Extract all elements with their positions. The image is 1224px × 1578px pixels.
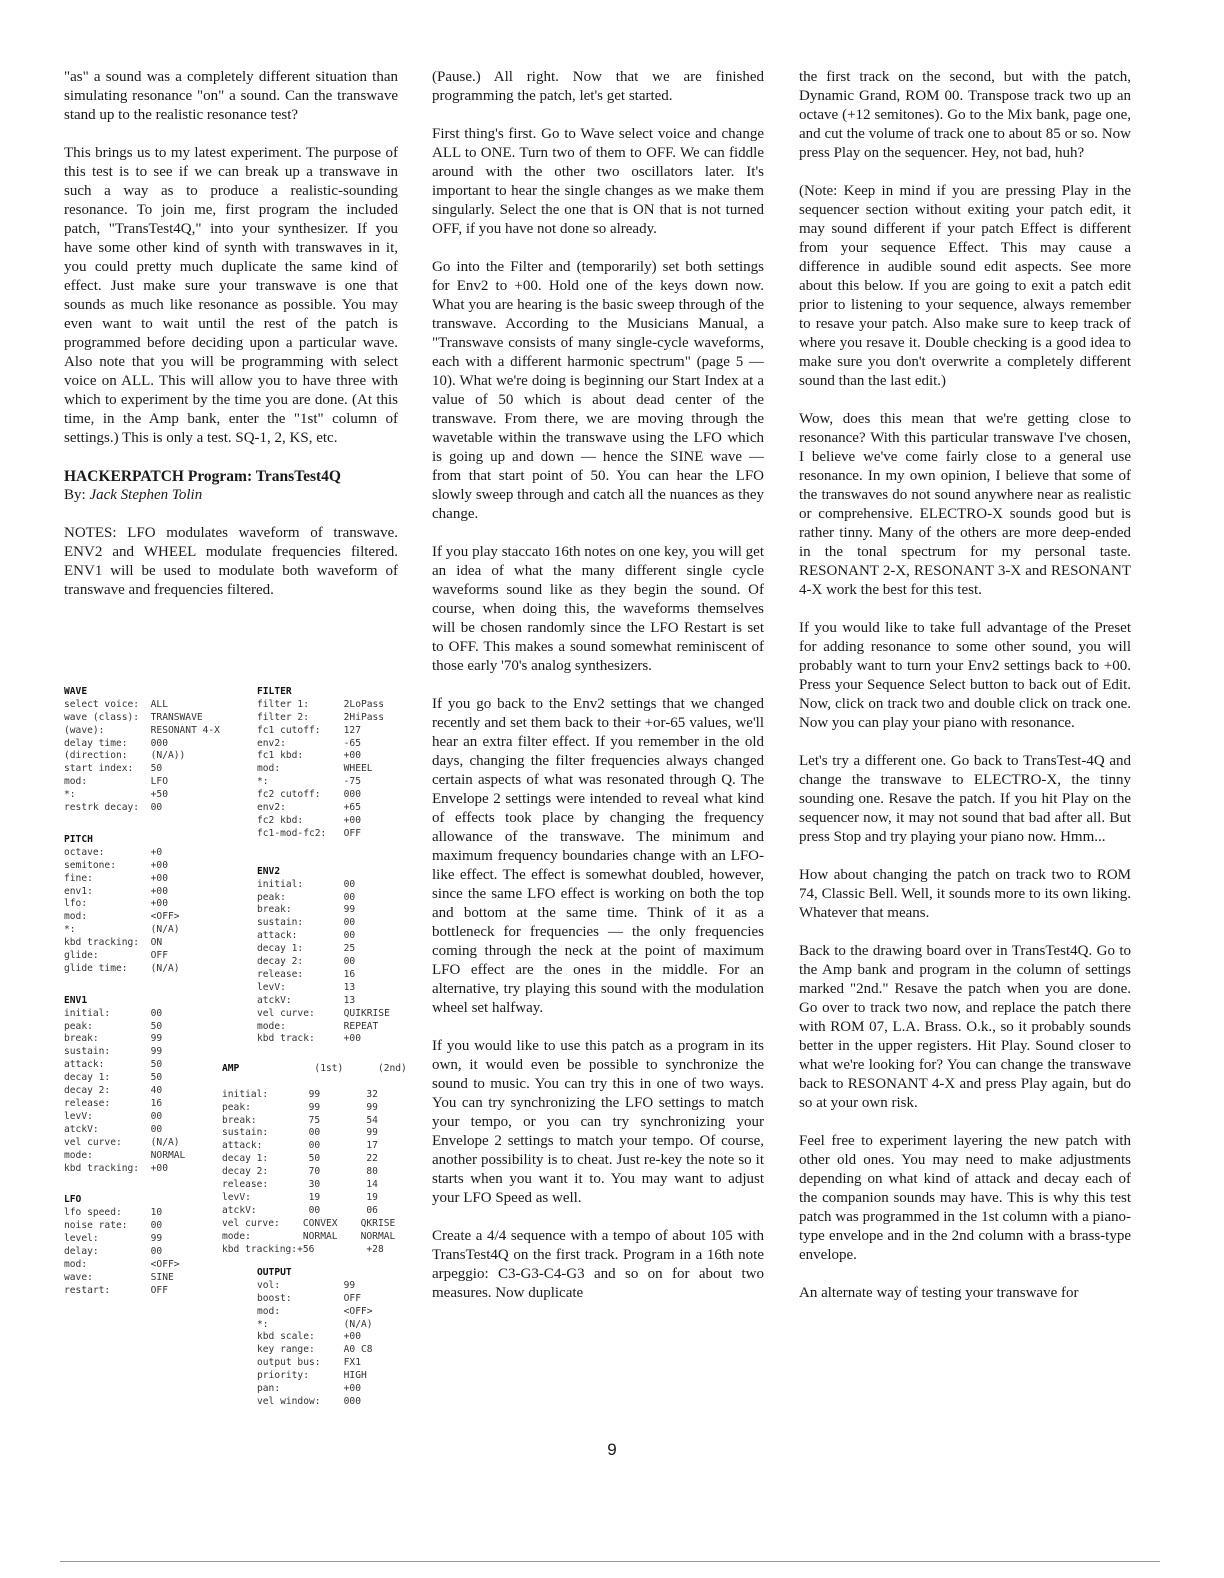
paragraph: If you would like to use this patch as a program in its own, it would even be possible to synchronize the sound to music. You can try this in one of two ways. You can try synchronizing the LFO settings to match your tempo, or you can try synchronizing your Envelope 2 settings to match your tempo. Of course, another possibility is to cheat. Just re-key the note so it starts when you want it to. You may want to adjust your LFO Speed as well.	[432, 1038, 764, 1206]
patch-listing-amp	[222, 1050, 407, 1269]
paragraph: Wow, does this mean that we're getting close to resonance? With this particular transwave I've chosen, I believe we've come fairly close to a general use resonance. In my own opinion, I believe that some of the transwaves do not sound anywhere near as realistic or comprehensive. ELECTRO-X sounds good but is rather tinny. Many of the others are more deep-ended in the tonal spectrum for my personal taste. RESONANT 2-X, RESONANT 3-X and RESONANT 4-X work the best for this test.	[799, 411, 1131, 598]
wave-section-heading: WAVE	[64, 685, 88, 697]
patch-listing-output	[257, 1254, 373, 1422]
patch-listing-left	[64, 673, 220, 1311]
paragraph: If you would like to take full advantage of the Preset for adding resonance to some other sound, you will probably want to turn your Env2 settings back to +00. Press your Sequence Select button to back out of Edit. Now, click on track two and double click on track one. Now you can play your piano with resonance.	[799, 620, 1131, 731]
amp-column-headers: (1st) (2nd)	[239, 1062, 407, 1074]
page-number: 9	[607, 1440, 617, 1459]
footer-rule	[60, 1561, 1160, 1562]
paragraph: How about changing the patch on track two to ROM 74, Classic Bell. Well, it sounds more to its own liking. Whatever that means.	[799, 867, 1131, 921]
paragraph: This brings us to my latest experiment. The purpose of this test is to see if we can break up a transwave in such a way as to produce a realistic-sounding resonance. To join me, first program the included patch, "TransTest4Q," into your synthesizer. If you have some other kind of synth with transwaves in it, you could pretty much duplicate the same kind of effect. Just make sure your transwave is one that sounds as much like resonance as possible. You may even want to wait until the rest of the patch is programmed before deciding upon a particular wave. Also note that you will be programming with select voice on ALL. This will allow you to have three with which to experiment by the time you are done. (At this time, in the Amp bank, enter the "1st" column of settings.) This is only a test. SQ-1, 2, KS, etc.	[64, 145, 398, 446]
paragraph: An alternate way of testing your transwave for	[799, 1285, 1079, 1301]
paragraph: If you play staccato 16th notes on one key, you will get an idea of what the many different single cycle waveforms sound like as they begin the sound. Of course, when doing this, the waveforms themselves will be chosen randomly since the LFO Restart is set to OFF. This makes a sound somewhat reminiscent of those early '70's analog synthesizers.	[432, 544, 764, 674]
output-section-heading: OUTPUT	[257, 1266, 292, 1278]
env1-settings: initial: 00 peak: 50 break: 99 sustain: 99 attack: 50 decay 1: 50 decay 2: 40 release: 16 levV: 00 atckV: 00 vel curve: (N/A) mode: NORMAL kbd tracking: +00	[64, 1007, 186, 1174]
paragraph: "as" a sound was a completely different situation than simulating resonance "on" a sound. Can the transwave stand up to the realistic resonance test?	[64, 69, 398, 123]
column-1	[64, 68, 398, 619]
author-name: Jack Stephen Tolin	[89, 487, 203, 503]
paragraph: If you go back to the Env2 settings that we changed recently and set them back to their +or-65 values, we'll hear an extra filter effect. If you remember in the old days, changing the filter frequencies always changed certain aspects of what was resonated through Q. The Envelope 2 settings were intended to reveal what kind of effects took place by changing the frequency allowance of the transwave. The minimum and maximum frequency boundaries change with an LFO-like effect. The effect is somewhat doubled, however, since the same LFO effect is working on both the top and bottom at the same time. Think of it as a bottleneck for frequencies — the only frequencies coming through the neck at the point of maximum LFO effect are the ones in the middle. For an alternative, try playing this sound with the modulation wheel set halfway.	[432, 696, 764, 1016]
paragraph: (Note: Keep in mind if you are pressing Play in the sequencer section without exiting your patch edit, it may sound different if your patch Effect is different from your sequence Effect. This may cause a difference in audible sound edit aspects. See more about this below. If you are going to exit a patch edit prior to listening to your sequence, always remember to resave your patch. Also make sure to keep track of where you resave it. Double checking is a good idea to make sure you don't overwrite a completely different sound than the last edit.)	[799, 183, 1131, 389]
wave-settings: select voice: ALL wave (class): TRANSWAVE (wave): RESONANT 4-X delay time: 000 (direction: (N/A)) start index: 50 mod: LFO *: +50 restrk decay: 00	[64, 698, 220, 814]
filter-settings: filter 1: 2LoPass filter 2: 2HiPass fc1 cutoff: 127 env2: -65 fc1 kbd: +00 mod: WHEEL *: -75 fc2 cutoff: 000 env2: +65 fc2 kbd: +00 fc1-mod-fc2: OFF	[257, 698, 385, 839]
amp-settings: initial: 99 32 peak: 99 99 break: 75 54 sustain: 00 99 attack: 00 17 decay 1: 50 22 decay 2: 70 80 release: 30 14 levV: 19 19 atckV: 00 06 vel curve: CONVEX QKRISE mode: NORMAL NORMAL kbd tracking:+56 +28	[222, 1088, 396, 1255]
column-3	[799, 68, 1131, 1322]
patch-notes: NOTES: LFO modulates waveform of transwave. ENV2 and WHEEL modulate frequencies filtered. ENV1 will be used to modulate both waveform of transwave and frequencies filtered.	[64, 525, 398, 598]
paragraph: Feel free to experiment layering the new patch with other old ones. You may need to make adjustments depending on what kind of attack and decay each of the companion sounds may have. This is why this test patch was programmed in the 1st column with a piano-type envelope and in the 2nd column with a brass-type envelope.	[799, 1133, 1131, 1263]
lfo-section-heading: LFO	[64, 1194, 82, 1206]
paragraph: Let's try a different one. Go back to TransTest-4Q and change the transwave to ELECTRO-X, the tinny sounding one. Resave the patch. If you hit Play on the sequencer now, it may not sound that bad after all. But press Stop and try playing your piano now. Hmm...	[799, 753, 1131, 845]
paragraph: First thing's first. Go to Wave select voice and change ALL to ONE. Turn two of them to OFF. We can fiddle around with the other two oscillators later. It's important to hear the single changes as we make them singularly. Select the one that is ON that is not turned OFF, if you have not done so already.	[432, 126, 764, 237]
paragraph: Go into the Filter and (temporarily) set both settings for Env2 to +00. Hold one of the keys down now. What you are hearing is the basic sweep through of the transwave. According to the Musicians Manual, a "Transwave consists of many single-cycle waveforms, each with a different harmonic spectrum" (page 5 — 10). What we're doing is beginning our Start Index at a value of 50 which is about dead center of the transwave. From there, we are moving through the wavetable within the transwave using the LFO which is going up and down — hence the SINE wave — from that start point of 50. You can hear the LFO slowly sweep through and catch all the nuances as they change.	[432, 259, 764, 522]
patch-heading: HACKERPATCH Program: TransTest4Q	[64, 468, 341, 485]
pitch-settings: octave: +0 semitone: +00 fine: +00 env1: +00 lfo: +00 mod: <OFF> *: (N/A) kbd tracking: ON glide: OFF glide time: (N/A)	[64, 846, 180, 974]
patch-listing-filter-env2	[257, 673, 390, 1059]
filter-section-heading: FILTER	[257, 685, 292, 697]
column-2	[432, 68, 764, 1322]
env2-settings: initial: 00 peak: 00 break: 99 sustain: 00 attack: 00 decay 1: 25 decay 2: 00 release: 16 levV: 13 atckV: 13 vel curve: QUIKRISE mode: REPEAT kbd track: +00	[257, 878, 390, 1045]
env1-section-heading: ENV1	[64, 994, 88, 1006]
paragraph: Back to the drawing board over in TransTest4Q. Go to the Amp bank and program in the column of settings marked "2nd." Resave the patch when you are done. Go over to track two now, and replace the patch there with ROM 07, L.A. Brass. O.k., so it probably sounds better in the upper registers. Hit Play. Sound closer to what we're looking for? You can change the transwave back to RESONANT 4-X and press Play again, but do so at your own risk.	[799, 943, 1131, 1111]
byline-label: By:	[64, 487, 86, 503]
paragraph: Create a 4/4 sequence with a tempo of about 105 with TransTest4Q on the first track. Program in a 16th note arpeggio: C3-G3-C4-G3 and so on for about two measures. Now duplicate	[432, 1228, 764, 1301]
lfo-settings: lfo speed: 10 noise rate: 00 level: 99 delay: 00 mod: <OFF> wave: SINE restart: OFF	[64, 1207, 180, 1296]
paragraph: (Pause.) All right. Now that we are finished programming the patch, let's get started.	[432, 69, 764, 104]
paragraph: the first track on the second, but with the patch, Dynamic Grand, ROM 00. Transpose track two up an octave (+12 semitones). Go to the Mix bank, page one, and cut the volume of track one to about 85 or so. Now press Play on the sequencer. Hey, not bad, huh?	[799, 69, 1131, 161]
amp-section-heading: AMP	[222, 1062, 240, 1074]
pitch-section-heading: PITCH	[64, 833, 93, 845]
byline	[64, 486, 398, 505]
env2-section-heading: ENV2	[257, 865, 281, 877]
output-settings: vol: 99 boost: OFF mod: <OFF> *: (N/A) kbd scale: +00 key range: A0 C8 output bus: FX1 priority: HIGH pan: +00 vel window: 000	[257, 1279, 373, 1407]
